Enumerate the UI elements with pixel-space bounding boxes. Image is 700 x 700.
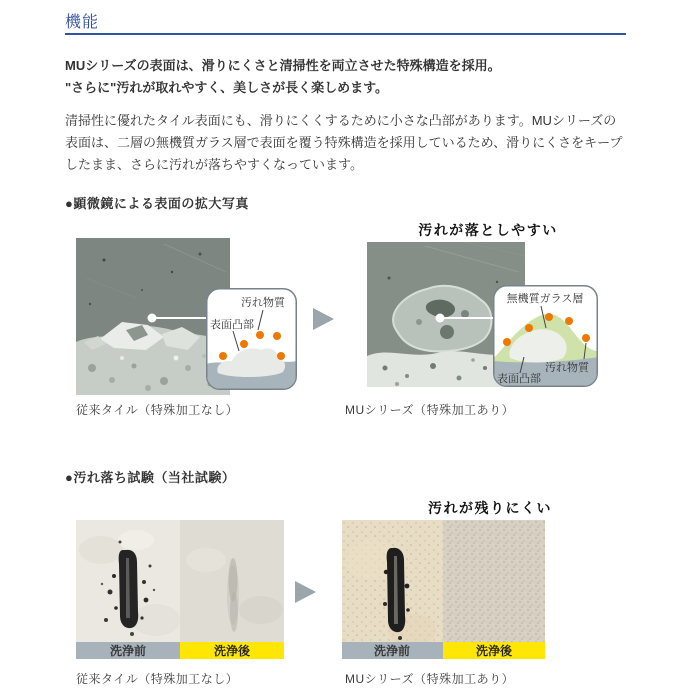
label-surface-bump: 表面凸部 bbox=[497, 373, 541, 385]
intro-line-2: "さらに"汚れが取れやすく、美しさが長く楽しめます。 bbox=[65, 80, 389, 95]
callout-conventional bbox=[206, 288, 297, 390]
dirt-dot-icon bbox=[582, 334, 590, 342]
stain-test-mu bbox=[342, 520, 545, 659]
before-wash-label: 洗浄前 bbox=[109, 644, 147, 658]
result-title-microscope: 汚れが落としやすい bbox=[418, 222, 558, 238]
dirt-dot-icon bbox=[240, 340, 248, 348]
before-wash-label: 洗浄前 bbox=[373, 644, 411, 658]
result-title-stain-test: 汚れが残りにくい bbox=[428, 500, 552, 516]
dirt-dot-icon bbox=[219, 352, 227, 360]
dirt-dot-icon bbox=[525, 324, 533, 332]
dirt-dot-icon bbox=[256, 331, 264, 339]
caption-mu-stain-test: MUシリーズ（特殊加工あり） bbox=[345, 672, 515, 686]
after-wash-label: 洗浄後 bbox=[475, 644, 513, 658]
description-text: 清掃性に優れたタイル表面にも、滑りにくくするために小さな凸部があります。MUシリーズの表面は、二層の無機質ガラス層で表面を覆う特殊構造を採用しているため、滑りにくさをキープしたまま、さらに汚れが落ちやすくなっています。 bbox=[65, 113, 623, 172]
intro-line-1: MUシリーズの表面は、滑りにくさと清掃性を両立させた特殊構造を採用。 bbox=[65, 58, 501, 73]
label-dirt-substance: 汚れ物質 bbox=[545, 362, 589, 374]
after-wash-label: 洗浄後 bbox=[213, 644, 251, 658]
label-surface-bump: 表面凸部 bbox=[210, 319, 254, 331]
dirt-dot-icon bbox=[503, 338, 511, 346]
dirt-dot-icon bbox=[565, 317, 573, 325]
label-dirt-substance: 汚れ物質 bbox=[241, 297, 285, 309]
page-title: 機能 bbox=[65, 14, 100, 31]
dirt-dot-icon bbox=[545, 313, 553, 321]
right-arrow-icon bbox=[295, 581, 316, 603]
section-heading-microscope: ●顕微鏡による表面の拡大写真 bbox=[65, 196, 249, 211]
title-divider bbox=[65, 33, 626, 35]
intro-text bbox=[65, 55, 501, 99]
dirt-dot-icon bbox=[277, 352, 285, 360]
caption-conventional-stain-test: 従来タイル（特殊加工なし） bbox=[76, 672, 239, 686]
stain-test-conventional bbox=[76, 520, 284, 659]
callout-mu bbox=[493, 285, 598, 387]
caption-mu-microscope: MUシリーズ（特殊加工あり） bbox=[345, 403, 515, 417]
section-heading-stain-test: ●汚れ落ち試験（当社試験） bbox=[65, 470, 236, 485]
dirt-dot-icon bbox=[273, 332, 281, 340]
caption-conventional-microscope: 従来タイル（特殊加工なし） bbox=[76, 403, 239, 417]
label-inorganic-glass-layer: 無機質ガラス層 bbox=[506, 293, 584, 305]
right-arrow-icon bbox=[313, 308, 334, 330]
